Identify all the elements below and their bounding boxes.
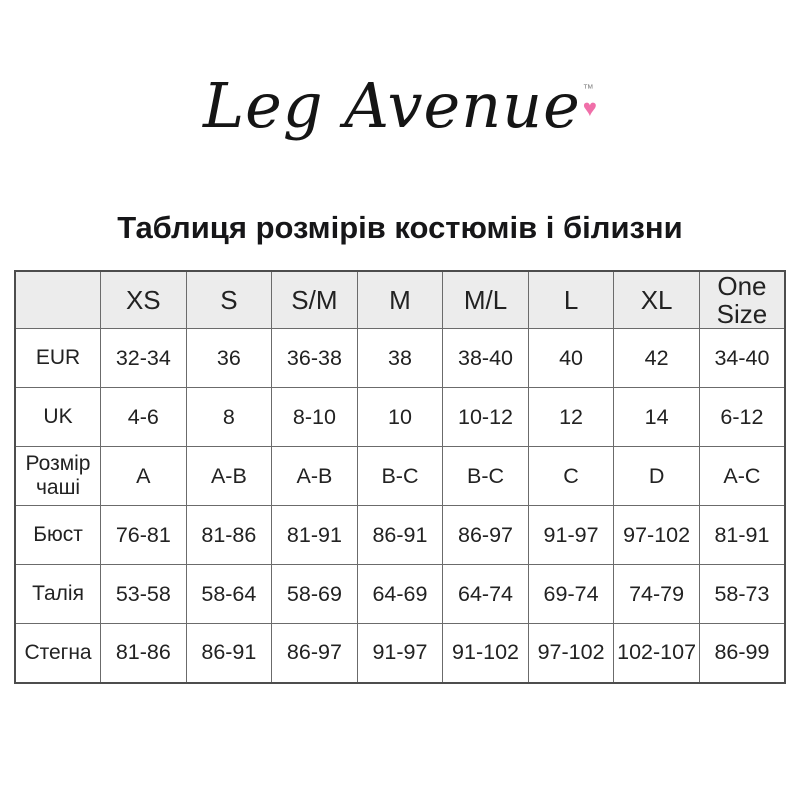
brand-logo-text: Leg Avenue <box>202 69 581 142</box>
size-value-cell: 74-79 <box>614 565 700 624</box>
corner-cell <box>15 271 101 329</box>
size-value-cell: 86-99 <box>699 624 785 683</box>
row-label: Талія <box>15 565 101 624</box>
table-header <box>15 271 785 329</box>
size-value-cell: B-C <box>443 447 529 506</box>
size-value-cell: 38-40 <box>443 329 529 388</box>
row-label: Розмір чаші <box>15 447 101 506</box>
page-title: Таблиця розмірів костюмів і білизни <box>117 210 683 245</box>
size-value-cell: C <box>528 447 614 506</box>
size-value-cell: 36 <box>186 329 272 388</box>
size-value-cell: 14 <box>614 388 700 447</box>
size-value-cell: 6-12 <box>699 388 785 447</box>
size-value-cell: 64-69 <box>357 565 443 624</box>
table-body <box>15 329 785 683</box>
size-value-cell: 8-10 <box>272 388 358 447</box>
column-header: M/L <box>443 271 529 329</box>
size-value-cell: 36-38 <box>272 329 358 388</box>
size-value-cell: A-B <box>186 447 272 506</box>
table-row <box>15 388 785 447</box>
size-value-cell: 97-102 <box>528 624 614 683</box>
size-value-cell: 86-97 <box>272 624 358 683</box>
row-label: UK <box>15 388 101 447</box>
size-value-cell: 38 <box>357 329 443 388</box>
size-value-cell: 58-69 <box>272 565 358 624</box>
header-row <box>15 271 785 329</box>
size-value-cell: 81-86 <box>101 624 187 683</box>
column-header: S <box>186 271 272 329</box>
size-value-cell: 40 <box>528 329 614 388</box>
size-value-cell: 81-91 <box>272 506 358 565</box>
size-value-cell: 91-97 <box>357 624 443 683</box>
size-value-cell: 86-91 <box>186 624 272 683</box>
size-value-cell: 91-97 <box>528 506 614 565</box>
size-value-cell: 12 <box>528 388 614 447</box>
size-value-cell: 81-91 <box>699 506 785 565</box>
size-value-cell: A-B <box>272 447 358 506</box>
size-value-cell: 86-91 <box>357 506 443 565</box>
size-chart-table <box>14 270 786 684</box>
size-value-cell: 58-73 <box>699 565 785 624</box>
size-value-cell: 69-74 <box>528 565 614 624</box>
table-row <box>15 565 785 624</box>
table-row <box>15 329 785 388</box>
table-row <box>15 506 785 565</box>
size-value-cell: 4-6 <box>101 388 187 447</box>
column-header: L <box>528 271 614 329</box>
size-value-cell: 64-74 <box>443 565 529 624</box>
column-header: M <box>357 271 443 329</box>
size-value-cell: 53-58 <box>101 565 187 624</box>
size-value-cell: 8 <box>186 388 272 447</box>
row-label: Бюст <box>15 506 101 565</box>
brand-logo <box>0 50 800 162</box>
size-value-cell: A <box>101 447 187 506</box>
row-label: Стегна <box>15 624 101 683</box>
heart-icon: ♥ <box>582 95 598 122</box>
size-value-cell: 97-102 <box>614 506 700 565</box>
size-value-cell: 10-12 <box>443 388 529 447</box>
row-label: EUR <box>15 329 101 388</box>
size-value-cell: B-C <box>357 447 443 506</box>
size-value-cell: 34-40 <box>699 329 785 388</box>
size-value-cell: 10 <box>357 388 443 447</box>
size-value-cell: 58-64 <box>186 565 272 624</box>
size-value-cell: 91-102 <box>443 624 529 683</box>
size-value-cell: 32-34 <box>101 329 187 388</box>
size-value-cell: D <box>614 447 700 506</box>
size-value-cell: A-C <box>699 447 785 506</box>
column-header: One Size <box>699 271 785 329</box>
table-row <box>15 624 785 683</box>
size-value-cell: 102-107 <box>614 624 700 683</box>
size-value-cell: 42 <box>614 329 700 388</box>
size-value-cell: 81-86 <box>186 506 272 565</box>
brand-logo-mark <box>583 84 597 121</box>
column-header: S/M <box>272 271 358 329</box>
column-header: XS <box>101 271 187 329</box>
table-row <box>15 447 785 506</box>
column-header: XL <box>614 271 700 329</box>
trademark-symbol: ™ <box>582 83 594 95</box>
size-value-cell: 86-97 <box>443 506 529 565</box>
size-value-cell: 76-81 <box>101 506 187 565</box>
